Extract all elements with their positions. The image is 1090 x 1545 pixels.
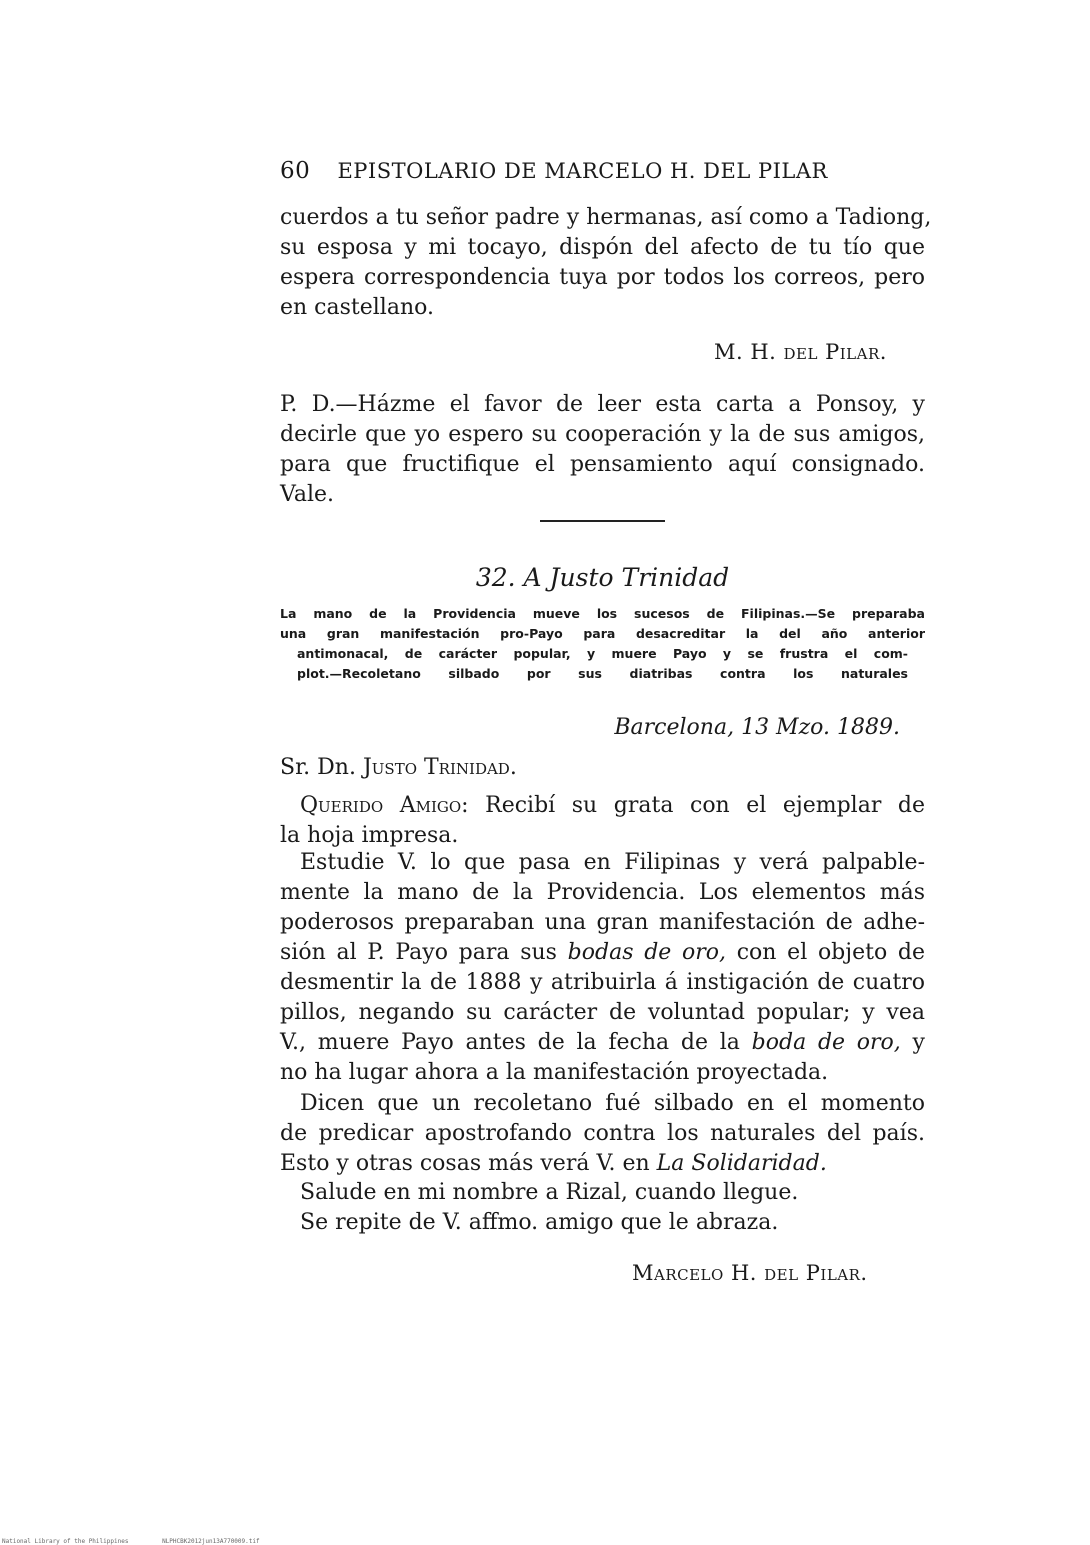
addressee-prefix: Sr. Dn. (280, 755, 356, 780)
section-divider (540, 520, 665, 522)
text-line: Estudie V. lo que pasa en Filipinas y verá palpable- (300, 850, 925, 875)
signature: Marcelo H. del Pilar. (632, 1261, 868, 1285)
text-line: la hoja impresa. (280, 823, 459, 848)
summary-line: antimonacal, de carácter popular, y muere Payo y se frustra el com- (297, 646, 908, 661)
text-segment: Esto y otras cosas más verá V. en (280, 1151, 650, 1176)
text-line: Dicen que un recoletano fué silbado en el momento (300, 1091, 925, 1116)
running-header (280, 158, 880, 184)
text-line: Salude en mi nombre a Rizal, cuando llegue. (300, 1180, 799, 1205)
italic-phrase: bodas de oro, (567, 940, 727, 965)
text-segment: V., muere Payo antes de la fecha de la (280, 1030, 740, 1055)
letter-closing-paragraph (280, 203, 932, 323)
footer-library: National Library of the Philippines (2, 1538, 129, 1545)
letter-title: 32. A Justo Trinidad (475, 563, 730, 592)
text-line: su esposa y mi tocayo, dispón del afecto de tu tío que (280, 235, 925, 260)
scan-footer (2, 1538, 260, 1545)
addressee (280, 755, 517, 780)
text-line (280, 1028, 925, 1058)
footer-file: NLPHCBK2012jun13A770009.tif (162, 1538, 260, 1545)
greeting-text: Recibí su grata con el ejemplar de (485, 793, 926, 818)
text-line: para que fructifique el pensamiento aquí consignado. (280, 452, 925, 477)
text-line: espera correspondencia tuya por todos los correos, pero (280, 265, 925, 290)
summary-line: una gran manifestación pro-Payo para desacreditar la del año anterior (280, 626, 925, 641)
text-line (280, 1149, 925, 1179)
text-line: pillos, negando su carácter de voluntad popular; y vea (280, 1000, 925, 1025)
text-segment: con el objeto de (736, 940, 926, 965)
body-paragraph-2 (280, 848, 925, 1088)
text-line: decirle que yo espero su cooperación y la de sus amigos, (280, 422, 925, 447)
text-segment: sión al P. Payo para sus (280, 940, 557, 965)
letter-summary (280, 604, 925, 684)
text-line: en castellano. (280, 295, 434, 320)
text-line: poderosos preparaban una gran manifestación de adhe- (280, 910, 925, 935)
previous-signature: M. H. del Pilar. (714, 340, 887, 364)
text-line: de predicar apostrofando contra los naturales del país. (280, 1121, 925, 1146)
body-paragraph-5 (280, 1208, 925, 1238)
addressee-name: Justo Trinidad. (362, 755, 517, 780)
text-line (280, 791, 925, 821)
text-line: Vale. (280, 482, 335, 507)
text-segment: y (912, 1030, 925, 1055)
italic-phrase: boda de oro, (751, 1030, 901, 1055)
text-line: mente la mano de la Providencia. Los elementos más (280, 880, 925, 905)
body-paragraph-4 (280, 1178, 925, 1208)
text-line: Se repite de V. affmo. amigo que le abraza. (300, 1210, 779, 1235)
text-line: P. D.—Házme el favor de leer esta carta a Ponsoy, y (280, 392, 925, 417)
postscript (280, 390, 925, 510)
summary-line: plot.—Recoletano silbado por sus diatribas contra los naturales (297, 666, 908, 681)
text-line: desmentir la de 1888 y atribuirla á instigación de cuatro (280, 970, 925, 995)
periodical-title: La Solidaridad. (656, 1151, 827, 1176)
text-line (280, 938, 925, 968)
summary-line: La mano de la Providencia mueve los sucesos de Filipinas.—Se preparaba (280, 606, 925, 621)
dateline: Barcelona, 13 Mzo. 1889. (614, 715, 900, 740)
body-paragraph-3 (280, 1089, 925, 1179)
greeting-label: Querido Amigo: (300, 793, 469, 818)
greeting-paragraph (280, 791, 925, 851)
running-title: EPISTOLARIO DE MARCELO H. DEL PILAR (337, 159, 828, 183)
text-line: no ha lugar ahora a la manifestación proyectada. (280, 1060, 829, 1085)
page-number: 60 (280, 158, 311, 184)
text-line: cuerdos a tu señor padre y hermanas, así como a Tadiong, (280, 205, 932, 230)
